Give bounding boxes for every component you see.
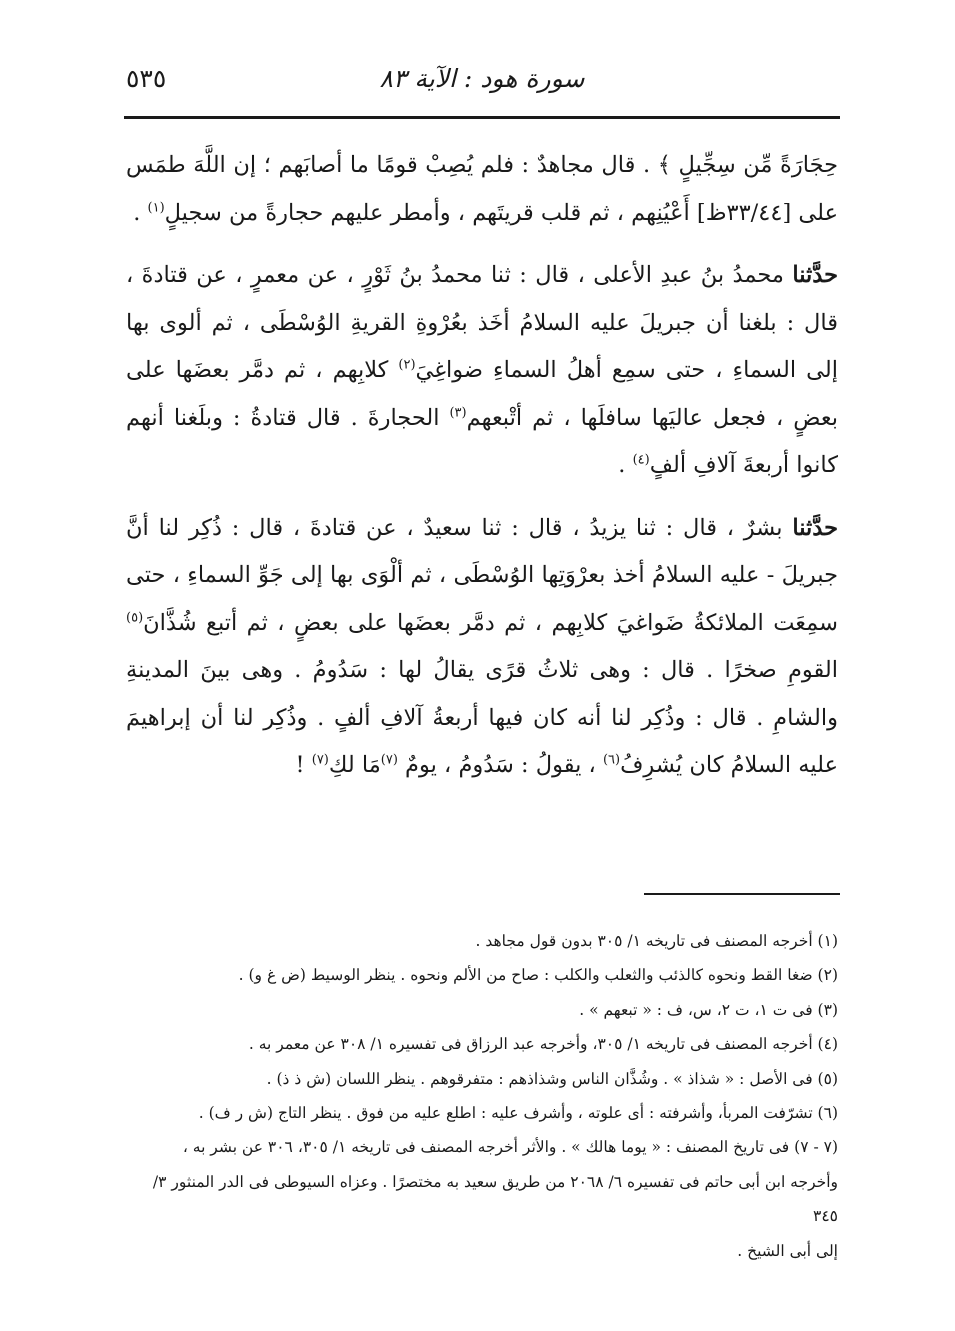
- paragraph-1: [126, 142, 838, 237]
- header-rule: [124, 116, 840, 119]
- paragraph-3-end: !: [295, 752, 312, 778]
- paragraph-2-text-3: الحجارةَ . قال قتادةُ : وبلَغنا أنهم كانوا أربعةَ آلافِ ألفٍ: [126, 404, 838, 478]
- footnote-1: (١) أخرجه المصنف فى تاريخه ١/ ٣٠٥ بدون قول مجاهد .: [475, 932, 838, 950]
- header-title: سورة هود : الآية ٨٣: [379, 64, 585, 93]
- running-header: [126, 62, 838, 108]
- paragraph-3-lead: حدَّثنا: [792, 514, 838, 541]
- paragraph-3-text-4: مَا لكِ: [328, 752, 381, 778]
- footnote-7: (٧ - ٧) فى تاريخ المصنف : « يوما هالك » . والأثر أخرجه المصنف فى تاريخه ١/ ٣٠٥، ٣٠٦ عن بشر به ،: [182, 1138, 838, 1157]
- footnote-3: (٣) فى ت ١، ت ٢، س، ف : « تبعهم » .: [579, 1000, 838, 1019]
- footnote-ref-6: (٦): [602, 752, 621, 768]
- paragraph-3-text-2: القومِ صخرًا . قال : وهى ثلاثُ قرًى يقالُ لها : سَدُومُ . وهى بينَ المدينةِ والشامِ . قال : وذُكِر لنا أنه كان فيها أربعةُ آلافِ ألفٍ . وذُكِر لنا أن إبراهيمَ عليه السلامُ كان يُشرِفُ: [126, 657, 838, 778]
- footnote-7-line-3: إلى أبى الشيخ .: [737, 1241, 838, 1260]
- footnote-6: (٦) تشرّفت المربأ، وأشرفته : أى علوته ، وأشرف عليه : اطلع عليه من فوق . ينظر التاج (ش ر ف) .: [198, 1104, 838, 1123]
- paragraph-1-line-1: حِجَارَةً مِّن سِجِّيلٍ ﴾ . قال مجاهدٌ : فلم يُصِبْ قومًا ما أصابَهم ؛ إن اللَّهَ طمَس: [126, 152, 838, 178]
- paragraph-1-end: .: [133, 199, 148, 226]
- paragraph-2-text-2: كلابِهم ، ثم دمَّر بعضَها على بعضٍ ، فجعل عاليَها سافلَها ، ثم أتْبعهم: [126, 357, 838, 431]
- paragraph-3-text-1: بشرٌ ، قال : ثنا يزيدُ ، قال : ثنا سعيدٌ ، عن قتادةَ ، قال : ذُكِر لنا أنَّ جبريلَ - عليه السلامُ أخذ بعرْوَتِها الوُسْطَى ، ثم ألْوَى بها إلى جَوِّ السماءِ ، حتى سمِعَت الملائكةُ ضَواغيَ كلابِهم ، ثم دمَّر بعضَها على بعضٍ ، ثم أتبع شُذَّانَ: [126, 514, 838, 636]
- paragraph-3: [126, 505, 838, 790]
- footnote-ref-2: (٢): [398, 357, 416, 373]
- footnote-ref-4: (٤): [632, 452, 650, 468]
- paragraph-2-end: .: [618, 452, 633, 478]
- footnote-ref-3: (٣): [449, 405, 467, 420]
- footnote-ref-1: (١): [147, 200, 165, 215]
- footnote-5: (٥) فى الأصل : « شذاذ » . وشُذَّان الناس وشذاذهم : متفرقوهم . ينظر اللسان (ش ذ ذ) .: [266, 1069, 838, 1088]
- paragraph-3-text-3: ، يقولُ : سَدُومُ ، يومٌ: [397, 752, 603, 778]
- footnote-2: (٢) ضغا القط ونحوه كالذئب والثعلب والكلب : صاح من الألم ونحوه . ينظر الوسيط (ض غ و) .: [238, 966, 838, 985]
- paragraph-2-text-1: محمدُ بنُ عبدِ الأعلى ، قال : ثنا محمدُ بنُ ثَوْرٍ ، عن معمرٍ ، عن قتادةَ ، قال : بلغنا أن جبريلَ عليه السلامُ أخَذ بعُرْوةِ القريةِ الوُسْطَى ، ثم ألوى بها إلى السماءِ ، حتى سمِع أهلُ السماءِ ضواغِيَ: [126, 262, 839, 383]
- footnote-ref-7-start: (٧): [380, 752, 398, 768]
- paragraph-2: [126, 252, 838, 490]
- paragraph-1-line-2: على [٣٣/٤٤ظ] أَعْيُنِهم ، ثم قلب قريتَهم ، وأمطر عليهم حجارةً من سجيلٍ: [164, 199, 838, 226]
- footnote-ref-5: (٥): [126, 610, 144, 625]
- page-number: ٥٣٥: [126, 64, 167, 93]
- paragraph-2-lead: حدَّثنا: [792, 262, 838, 288]
- footnote-7-line-2: وأخرجه ابن أبى حاتم فى تفسيره ٦/ ٢٠٦٨ من طريق سعيد به مختصرًا . وعزاه السيوطى فى الدر المنثور ٣/ ٣٤٥: [152, 1172, 838, 1226]
- footnotes: [126, 924, 838, 1268]
- footnote-4: (٤) أخرجه المصنف فى تاريخه ١/ ٣٠٥، وأخرجه عبد الرزاق فى تفسيره ١/ ٣٠٨ عن معمر به .: [248, 1035, 838, 1054]
- footnote-rule: [644, 893, 840, 895]
- footnote-ref-7-end: (٧): [311, 752, 329, 768]
- main-text: [126, 142, 838, 790]
